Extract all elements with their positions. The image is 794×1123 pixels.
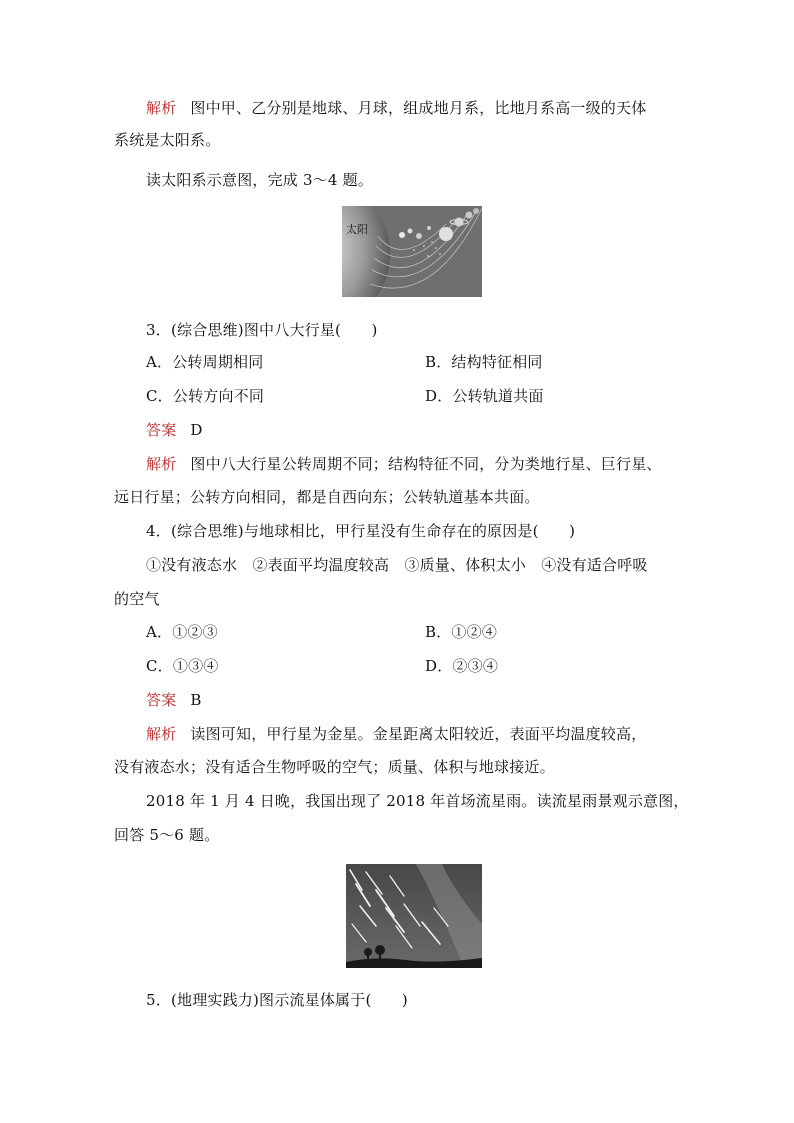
- meteor-shower-figure: [346, 864, 482, 968]
- question-3-analysis-continued: 远日行星；公转方向相同，都是自西向东；公转轨道基本共面。: [114, 488, 540, 506]
- planet-venus: [408, 229, 413, 234]
- question-4-stem: 4．(综合思维)与地球相比，甲行星没有生命存在的原因是( ): [146, 522, 576, 540]
- planet-jupiter: [439, 227, 453, 241]
- planet-mercury: [399, 232, 405, 238]
- question-3-option-c: C．公转方向不同: [146, 387, 265, 405]
- planet-mars: [427, 226, 431, 230]
- intro-questions-3-4: 读太阳系示意图，完成 3～4 题。: [146, 171, 374, 189]
- question-4-analysis: [146, 724, 646, 744]
- analysis-text-continued: 系统是太阳系。: [114, 131, 221, 149]
- planet-earth: [416, 233, 422, 239]
- meteor-shower-image: [346, 864, 482, 968]
- analysis-text: 图中甲、乙分别是地球、月球，组成地月系，比地月系高一级的天体: [190, 99, 647, 117]
- question-3-stem: 3．(综合思维)图中八大行星( ): [146, 321, 378, 339]
- question-3-answer: [146, 420, 203, 440]
- question-3-option-b: B．结构特征相同: [425, 353, 543, 371]
- question-4-option-c: C．①③④: [146, 657, 219, 675]
- sun-label: 太阳: [346, 223, 368, 236]
- solar-system-figure: [342, 206, 482, 297]
- analysis-label: 解析: [146, 455, 177, 473]
- intro-questions-5-6: 2018 年 1 月 4 日晚，我国出现了 2018 年首场流星雨。读流星雨景观示意图，: [146, 792, 689, 810]
- planet-uranus: [466, 212, 473, 219]
- intro-questions-5-6-continued: 回答 5～6 题。: [114, 826, 220, 844]
- question-4-option-b: B．①②④: [425, 623, 498, 641]
- planet-saturn: [455, 218, 464, 227]
- answer-value: B: [190, 691, 202, 709]
- question-4-analysis-continued: 没有液态水；没有适合生物呼吸的空气；质量、体积与地球接近。: [114, 758, 555, 776]
- question-4-answer: [146, 690, 202, 710]
- question-4-items: ①没有液态水 ②表面平均温度较高 ③质量、体积太小 ④没有适合呼吸: [146, 556, 648, 574]
- question-3-analysis: [146, 454, 662, 474]
- question-4-option-d: D．②③④: [425, 657, 499, 675]
- analysis-line: [146, 98, 646, 118]
- solar-system-image: [342, 206, 482, 297]
- question-4-option-a: A．①②③: [146, 623, 218, 641]
- analysis-label: 解析: [146, 725, 177, 743]
- question-3-option-a: A．公转周期相同: [146, 353, 264, 371]
- analysis-label: 解析: [146, 99, 177, 117]
- analysis-text: 图中八大行星公转周期不同；结构特征不同，分为类地行星、巨行星、: [190, 455, 662, 473]
- question-4-items-continued: 的空气: [114, 590, 160, 608]
- analysis-text: 读图可知，甲行星为金星。金星距离太阳较近，表面平均温度较高，: [190, 725, 647, 743]
- answer-value: D: [190, 421, 203, 439]
- answer-label: 答案: [146, 691, 177, 709]
- planet-neptune: [473, 208, 479, 214]
- question-5-stem: 5．(地理实践力)图示流星体属于( ): [146, 991, 408, 1009]
- question-3-option-d: D．公转轨道共面: [425, 387, 544, 405]
- answer-label: 答案: [146, 421, 177, 439]
